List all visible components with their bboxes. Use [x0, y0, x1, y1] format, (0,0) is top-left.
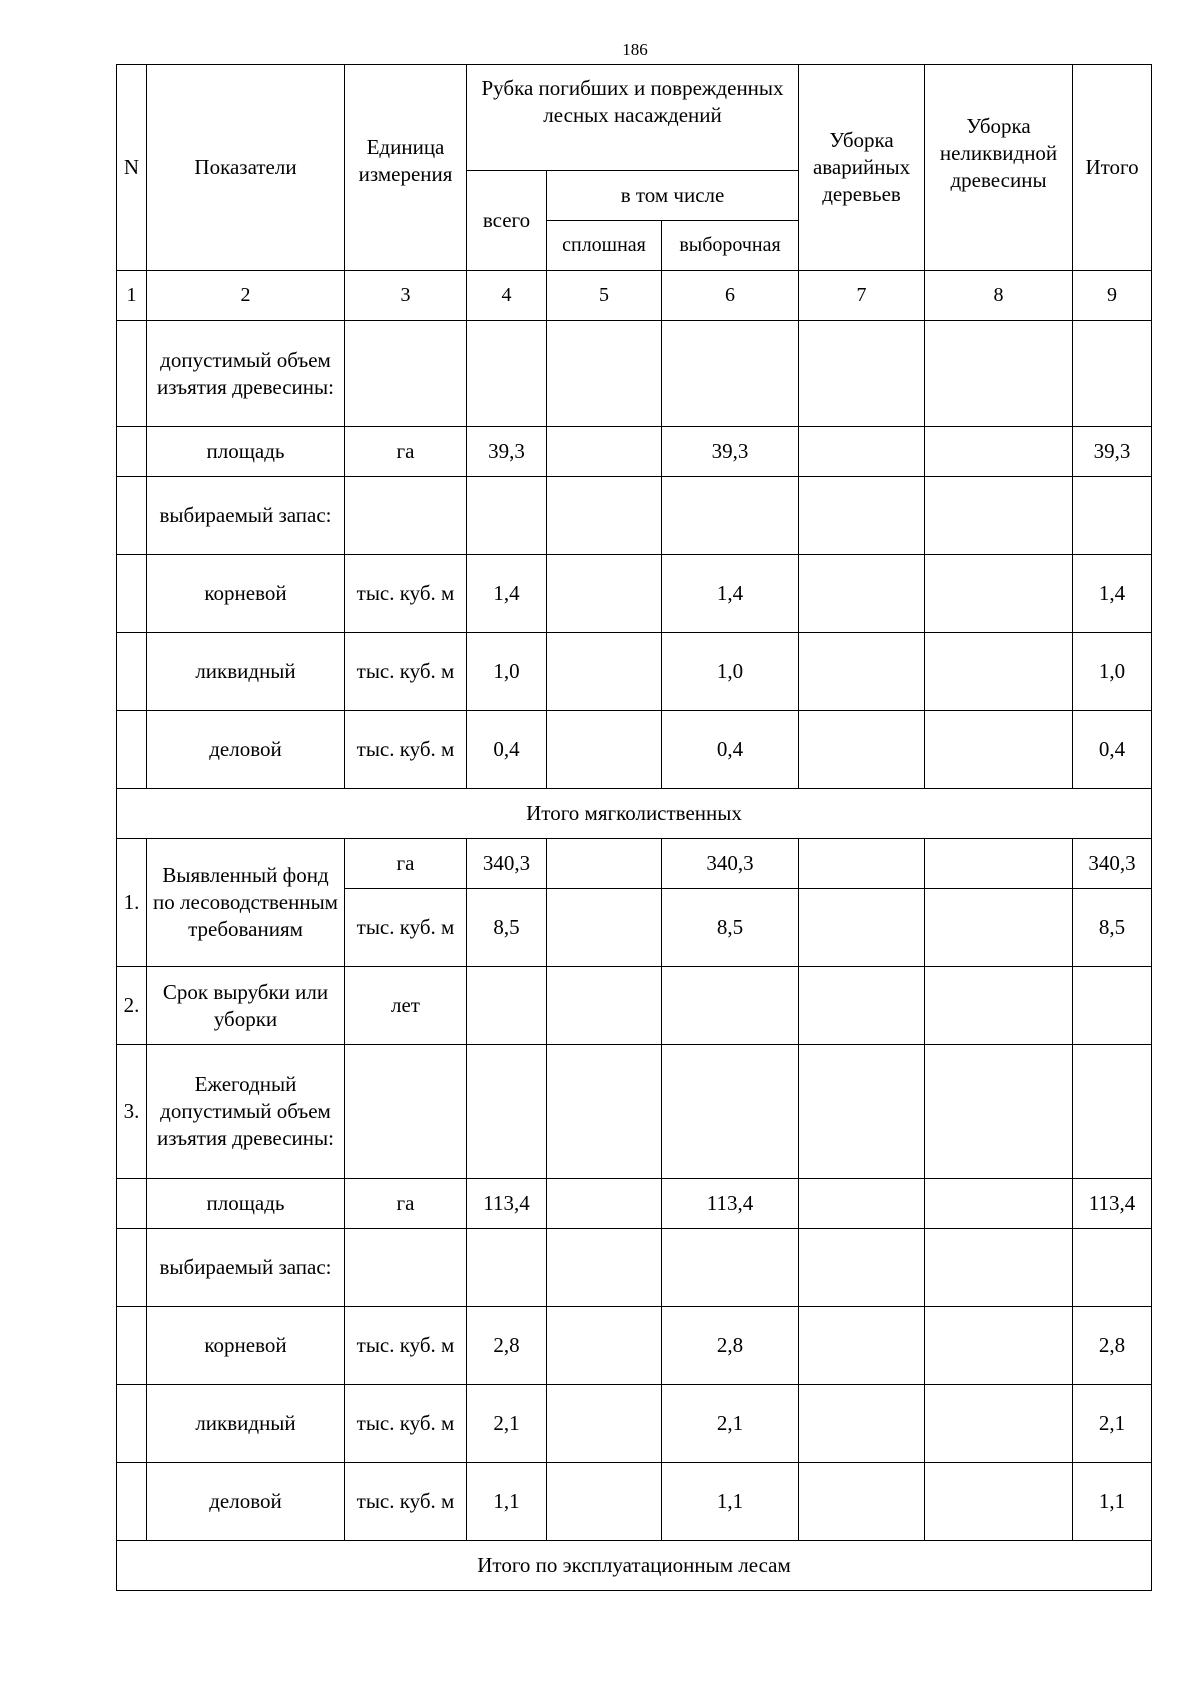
row-number	[117, 427, 147, 477]
cell-itogo: 340,3	[1073, 839, 1152, 889]
cell-itogo	[1073, 1045, 1152, 1179]
cell-selective: 340,3	[662, 839, 799, 889]
cell-total: 0,4	[467, 711, 547, 789]
row-unit: га	[345, 839, 467, 889]
cell-total: 1,4	[467, 555, 547, 633]
cell-illiquid	[925, 967, 1073, 1045]
row-number	[117, 555, 147, 633]
cell-emergency	[799, 427, 925, 477]
column-number: 4	[467, 271, 547, 321]
cell-total: 39,3	[467, 427, 547, 477]
section-row	[117, 1541, 1152, 1591]
section-row	[117, 789, 1152, 839]
cell-clear	[547, 427, 662, 477]
cell-total	[467, 1045, 547, 1179]
cell-clear	[547, 1045, 662, 1179]
table-row	[117, 477, 1152, 555]
row-label: выбираемый запас:	[147, 1229, 345, 1307]
row-unit: га	[345, 1179, 467, 1229]
cell-emergency	[799, 1045, 925, 1179]
cell-total: 1,1	[467, 1463, 547, 1541]
cell-total	[467, 967, 547, 1045]
header-selective: выборочная	[662, 221, 799, 271]
row-unit: тыс. куб. м	[345, 711, 467, 789]
row-unit: тыс. куб. м	[345, 1463, 467, 1541]
cell-selective: 1,1	[662, 1463, 799, 1541]
cell-selective: 0,4	[662, 711, 799, 789]
cell-emergency	[799, 1307, 925, 1385]
forest-felling-table	[116, 64, 1152, 1591]
cell-emergency	[799, 1179, 925, 1229]
table-row	[117, 1463, 1152, 1541]
row-label: площадь	[147, 427, 345, 477]
cell-clear	[547, 839, 662, 889]
row-unit: тыс. куб. м	[345, 1307, 467, 1385]
section-title: Итого мягколиственных	[117, 789, 1152, 839]
cell-itogo: 113,4	[1073, 1179, 1152, 1229]
cell-itogo: 39,3	[1073, 427, 1152, 477]
cell-illiquid	[925, 1307, 1073, 1385]
cell-clear	[547, 1463, 662, 1541]
row-label: ликвидный	[147, 1385, 345, 1463]
cell-selective	[662, 321, 799, 427]
cell-selective: 39,3	[662, 427, 799, 477]
row-label: Ежегодный допустимый объем изъятия древесины:	[147, 1045, 345, 1179]
row-number: 2.	[117, 967, 147, 1045]
column-number: 1	[117, 271, 147, 321]
cell-clear	[547, 477, 662, 555]
cell-selective: 1,0	[662, 633, 799, 711]
cell-clear	[547, 321, 662, 427]
row-label: Срок вырубки или уборки	[147, 967, 345, 1045]
cell-illiquid	[925, 633, 1073, 711]
table-row	[117, 839, 1152, 889]
cell-illiquid	[925, 1463, 1073, 1541]
cell-total: 2,8	[467, 1307, 547, 1385]
cell-itogo: 8,5	[1073, 889, 1152, 967]
cell-selective	[662, 477, 799, 555]
cell-total: 113,4	[467, 1179, 547, 1229]
cell-selective	[662, 1045, 799, 1179]
cell-clear	[547, 1307, 662, 1385]
row-unit: тыс. куб. м	[345, 555, 467, 633]
cell-selective: 2,1	[662, 1385, 799, 1463]
cell-total	[467, 1229, 547, 1307]
row-number	[117, 1463, 147, 1541]
cell-illiquid	[925, 889, 1073, 967]
cell-clear	[547, 711, 662, 789]
cell-total	[467, 321, 547, 427]
table-row	[117, 711, 1152, 789]
table-row	[117, 321, 1152, 427]
cell-emergency	[799, 1385, 925, 1463]
cell-emergency	[799, 1229, 925, 1307]
cell-illiquid	[925, 477, 1073, 555]
cell-illiquid	[925, 555, 1073, 633]
column-number: 8	[925, 271, 1073, 321]
cell-clear	[547, 633, 662, 711]
cell-clear	[547, 1179, 662, 1229]
cell-illiquid	[925, 1229, 1073, 1307]
header-emergency: Уборка аварийных деревьев	[799, 65, 925, 271]
page-number: 186	[622, 40, 648, 59]
row-label: корневой	[147, 1307, 345, 1385]
table-row	[117, 1307, 1152, 1385]
row-unit: тыс. куб. м	[345, 889, 467, 967]
header-unit: Единица измерения	[345, 65, 467, 271]
cell-itogo	[1073, 1229, 1152, 1307]
row-number	[117, 321, 147, 427]
header-itogo: Итого	[1073, 65, 1152, 271]
header-indicators: Показатели	[147, 65, 345, 271]
cell-itogo	[1073, 321, 1152, 427]
cell-total: 8,5	[467, 889, 547, 967]
cell-itogo	[1073, 967, 1152, 1045]
cell-selective	[662, 967, 799, 1045]
row-number	[117, 1307, 147, 1385]
cell-emergency	[799, 711, 925, 789]
cell-total: 2,1	[467, 1385, 547, 1463]
header-illiquid: Уборка неликвидной древесины	[925, 65, 1073, 271]
header-felling: Рубка погибших и поврежденных лесных насаждений	[467, 65, 799, 171]
cell-selective: 113,4	[662, 1179, 799, 1229]
row-unit	[345, 477, 467, 555]
cell-emergency	[799, 889, 925, 967]
cell-selective: 2,8	[662, 1307, 799, 1385]
row-number	[117, 1179, 147, 1229]
table-row	[117, 555, 1152, 633]
column-number: 7	[799, 271, 925, 321]
header-n: N	[117, 65, 147, 271]
row-label: допустимый объем изъятия древесины:	[147, 321, 345, 427]
row-number	[117, 477, 147, 555]
row-unit: тыс. куб. м	[345, 633, 467, 711]
cell-emergency	[799, 477, 925, 555]
row-unit	[345, 1045, 467, 1179]
row-label: площадь	[147, 1179, 345, 1229]
row-label: деловой	[147, 1463, 345, 1541]
cell-itogo: 2,1	[1073, 1385, 1152, 1463]
cell-emergency	[799, 555, 925, 633]
table-row	[117, 1045, 1152, 1179]
cell-itogo: 1,4	[1073, 555, 1152, 633]
cell-total: 340,3	[467, 839, 547, 889]
cell-clear	[547, 1385, 662, 1463]
cell-illiquid	[925, 1179, 1073, 1229]
cell-emergency	[799, 321, 925, 427]
cell-selective: 8,5	[662, 889, 799, 967]
cell-clear	[547, 1229, 662, 1307]
cell-emergency	[799, 839, 925, 889]
header-total-all: всего	[467, 171, 547, 271]
cell-illiquid	[925, 1385, 1073, 1463]
cell-emergency	[799, 967, 925, 1045]
table-row	[117, 633, 1152, 711]
column-number: 9	[1073, 271, 1152, 321]
row-label: деловой	[147, 711, 345, 789]
cell-itogo: 1,0	[1073, 633, 1152, 711]
cell-illiquid	[925, 427, 1073, 477]
table-row	[117, 967, 1152, 1045]
column-number: 2	[147, 271, 345, 321]
section-title: Итого по эксплуатационным лесам	[117, 1541, 1152, 1591]
column-number: 3	[345, 271, 467, 321]
column-number: 6	[662, 271, 799, 321]
row-number: 1.	[117, 839, 147, 967]
column-number-row	[117, 271, 1152, 321]
header-including: в том числе	[547, 171, 799, 221]
cell-itogo: 0,4	[1073, 711, 1152, 789]
row-number	[117, 633, 147, 711]
row-number: 3.	[117, 1045, 147, 1179]
cell-selective: 1,4	[662, 555, 799, 633]
table-row	[117, 427, 1152, 477]
row-number	[117, 1385, 147, 1463]
cell-emergency	[799, 633, 925, 711]
row-unit	[345, 1229, 467, 1307]
row-label: Выявленный фонд по лесоводственным требованиям	[147, 839, 345, 967]
cell-clear	[547, 967, 662, 1045]
cell-itogo	[1073, 477, 1152, 555]
row-label: корневой	[147, 555, 345, 633]
cell-illiquid	[925, 711, 1073, 789]
column-number: 5	[547, 271, 662, 321]
table-row	[117, 1179, 1152, 1229]
row-label: выбираемый запас:	[147, 477, 345, 555]
row-unit: тыс. куб. м	[345, 1385, 467, 1463]
row-label: ликвидный	[147, 633, 345, 711]
table-row	[117, 1229, 1152, 1307]
row-number	[117, 711, 147, 789]
cell-selective	[662, 1229, 799, 1307]
cell-emergency	[799, 1463, 925, 1541]
cell-clear	[547, 555, 662, 633]
cell-total: 1,0	[467, 633, 547, 711]
cell-illiquid	[925, 839, 1073, 889]
row-unit: га	[345, 427, 467, 477]
table-row	[117, 1385, 1152, 1463]
cell-itogo: 2,8	[1073, 1307, 1152, 1385]
cell-clear	[547, 889, 662, 967]
cell-itogo: 1,1	[1073, 1463, 1152, 1541]
cell-illiquid	[925, 1045, 1073, 1179]
row-number	[117, 1229, 147, 1307]
cell-illiquid	[925, 321, 1073, 427]
header-clear: сплошная	[547, 221, 662, 271]
row-unit: лет	[345, 967, 467, 1045]
row-unit	[345, 321, 467, 427]
cell-total	[467, 477, 547, 555]
